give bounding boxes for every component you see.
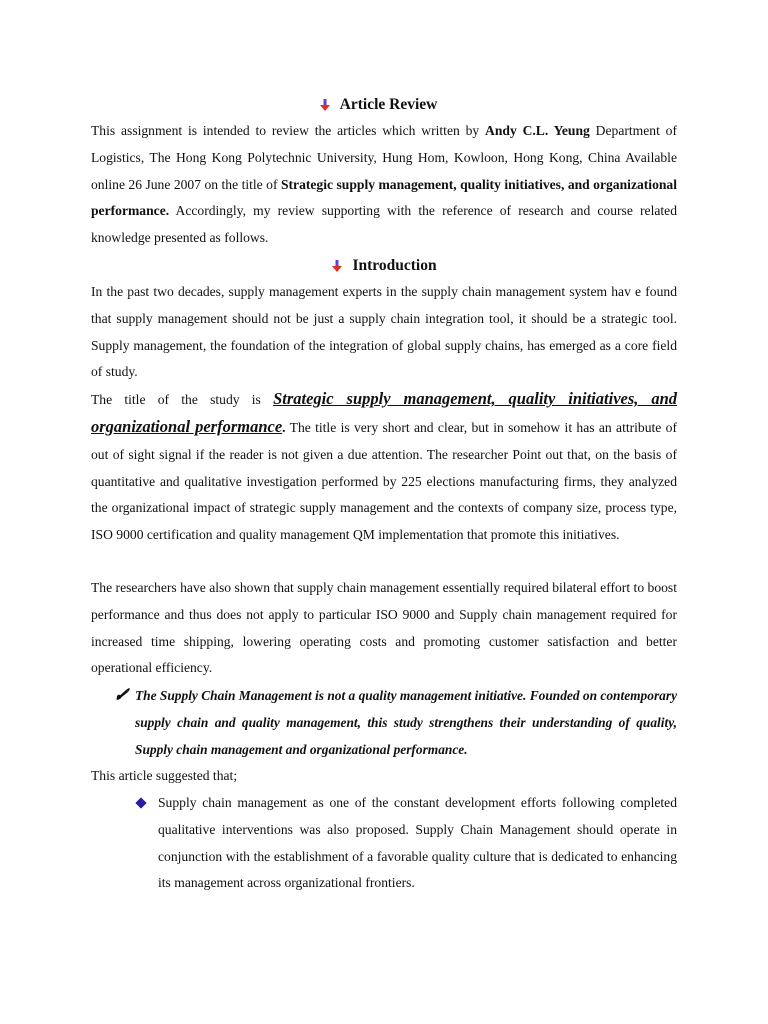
article-title: Strategic supply management, quality initiatives, and organizational performance. bbox=[91, 176, 678, 219]
author-name: Andy C.L. Yeung bbox=[485, 123, 590, 138]
paragraph-intro-assignment: This assignment is intended to review the articles which written by Andy C.L. Yeung Department of Logistics, The Hong Kong Polytechnic University, Hung Hom, Kowloon, Hong Kong, China Available online 26 June 2007 on the title of Strategic supply management, quality initiatives, and organizational performance. Accordingly, my review supporting with the reference of research and course related knowledge presented as follows. bbox=[91, 123, 678, 246]
list-item: Supply chain management as one of the constant development efforts following completed qualitative interventions was also proposed. Supply Chain Management should operate in conjunction with the establishment of a favorable quality culture that is dedicated to enhancing its management across organizational frontiers. bbox=[91, 790, 677, 897]
arrow-bullet-icon bbox=[330, 259, 344, 273]
document-content bbox=[91, 92, 677, 897]
paragraph-supply-management: In the past two decades, supply management experts in the supply chain management system hav e found that supply management should not be just a supply chain integration tool, it should be a strategic tool. Supply management, the foundation of the integration of global supply chains, has emerged as a core field of study. bbox=[91, 283, 677, 380]
study-title: Strategic supply management, quality initiatives, and organizational performance bbox=[91, 389, 678, 436]
writing-hand-icon bbox=[115, 687, 131, 701]
paragraph-gap bbox=[91, 549, 677, 575]
paragraph-researchers: The researchers have also shown that supply chain management essentially required bilateral effort to boost performance and thus does not apply to particular ISO 9000 and Supply chain management required for increased time shipping, lowering operating costs and promoting customer satisfaction and better operational efficiency. bbox=[91, 579, 677, 676]
heading-text: Article Review bbox=[339, 96, 438, 113]
heading-text: Introduction bbox=[352, 256, 437, 274]
diamond-bullet-icon bbox=[135, 797, 146, 808]
paragraph-study-title: The title of the study is Strategic supply management, quality initiatives, and organizational performance. The title is very short and clear, but in somehow it has an attribute of out of sight signal if the reader is not given a due attention. The researcher Point out that, on the basis of quantitative and qualitative investigation performed by 225 elections manufacturing firms, they analyzed the organizational impact of strategic supply management and the contexts of company size, process type, ISO 9000 certification and quality management QM implementation that promote this initiatives. bbox=[91, 389, 678, 543]
paragraph-article-suggested: This article suggested that; bbox=[91, 768, 238, 784]
heading-introduction bbox=[90, 253, 677, 279]
heading-article-review bbox=[78, 92, 677, 118]
highlight-note: The Supply Chain Management is not a quality management initiative. Founded on contemporary supply chain and quality management, this study strengthens their understanding of quality, Supply chain management and organizational performance. bbox=[91, 682, 677, 763]
arrow-bullet-icon bbox=[318, 98, 332, 112]
